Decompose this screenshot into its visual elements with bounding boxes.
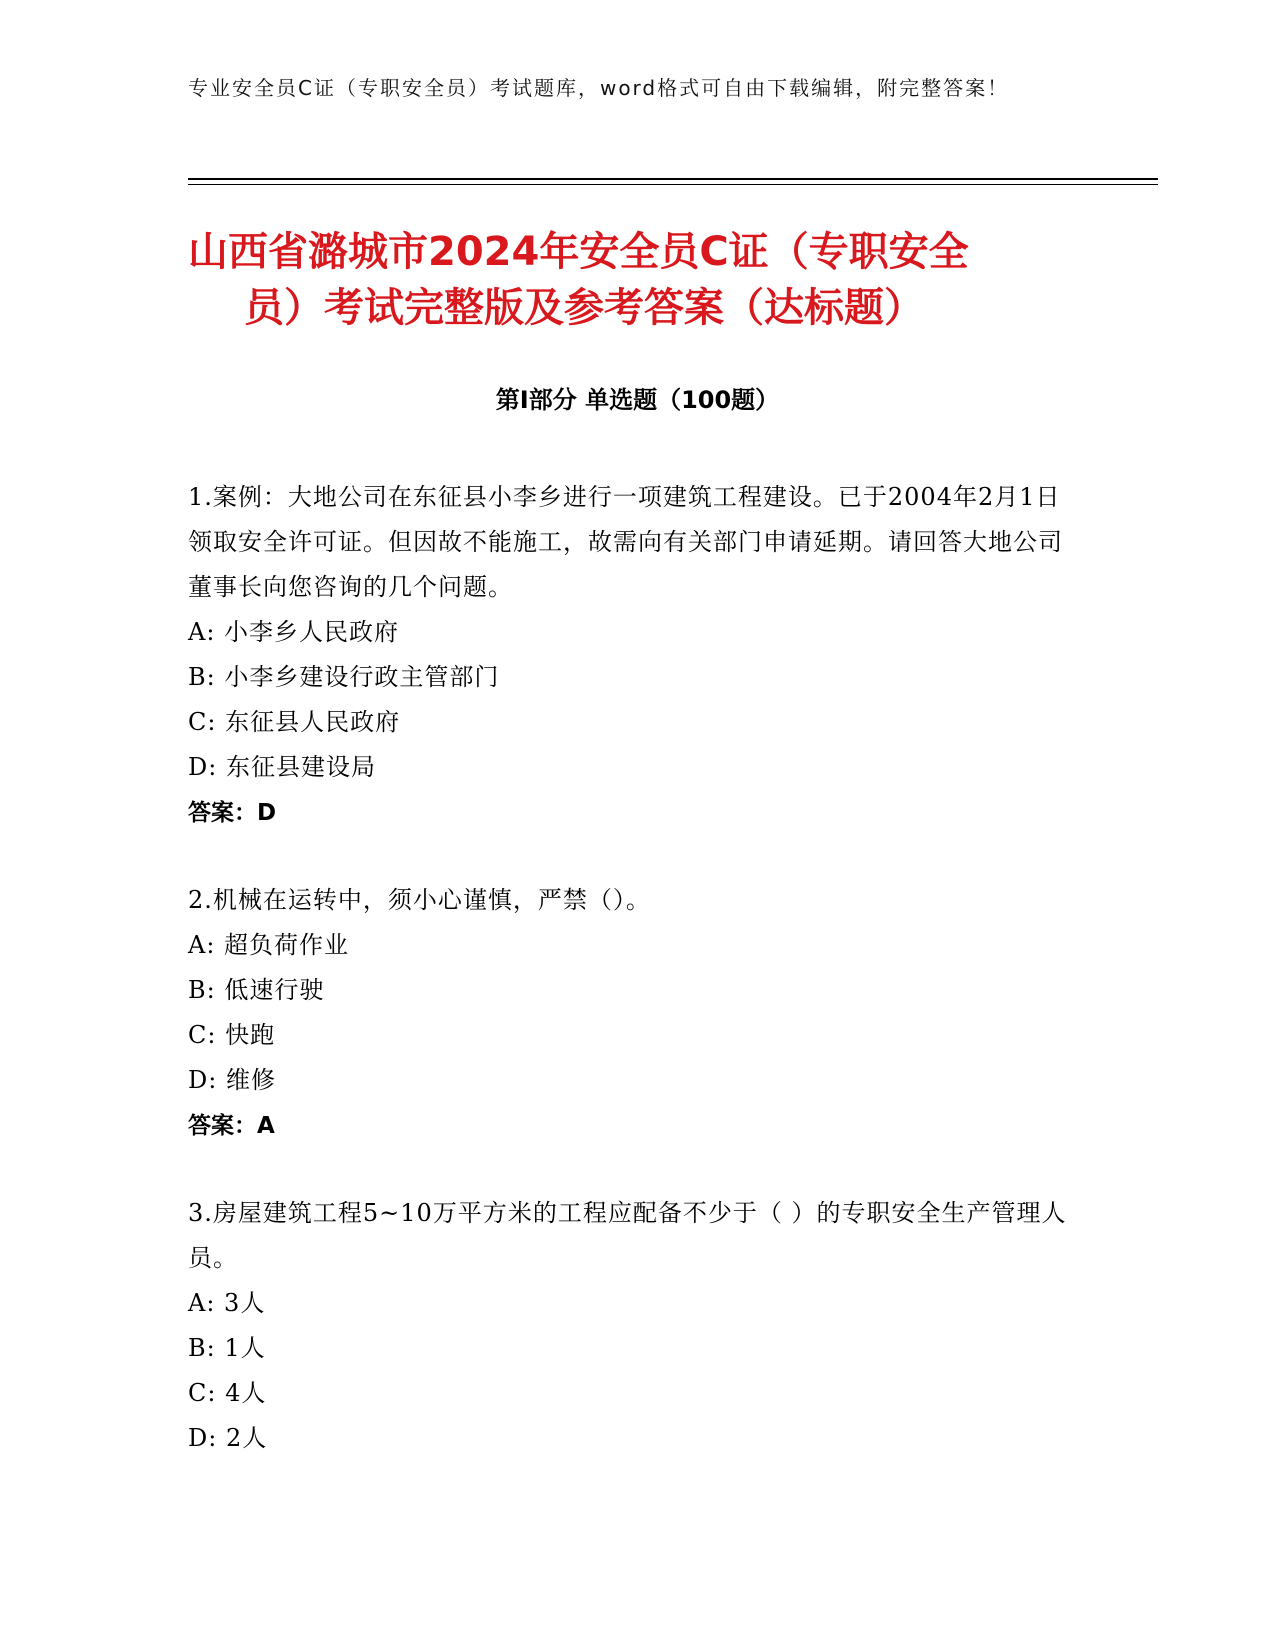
header-note: 专业安全员C证（专职安全员）考试题库，word格式可自由下载编辑，附完整答案！	[188, 76, 1010, 100]
option-a: A: 小李乡人民政府	[188, 618, 400, 646]
section-title: 第I部分 单选题（100题）	[495, 386, 780, 414]
header-rule-thick	[188, 178, 1158, 180]
question-3	[188, 1191, 1068, 1461]
option-b: B: 小李乡建设行政主管部门	[188, 663, 500, 691]
header-rule-thin	[188, 184, 1158, 185]
option-d: D: 2人	[188, 1424, 268, 1452]
document-title	[188, 224, 1088, 336]
question-list	[188, 475, 1068, 1503]
option-b: B: 低速行驶	[188, 976, 325, 1004]
question-2	[188, 878, 1068, 1149]
answer: 答案：A	[188, 1113, 275, 1139]
option-d: D: 维修	[188, 1066, 276, 1094]
title-line-1: 山西省潞城市2024年安全员C证（专职安全	[188, 229, 969, 275]
option-c: C: 4人	[188, 1379, 267, 1407]
title-line-2: 员）考试完整版及参考答案（达标题）	[244, 285, 924, 331]
option-a: A: 3人	[188, 1289, 266, 1317]
option-c: C: 东征县人民政府	[188, 708, 401, 736]
question-stem: 3.房屋建筑工程5~10万平方米的工程应配备不少于（ ）的专职安全生产管理人员。	[188, 1199, 1067, 1272]
question-stem: 2.机械在运转中，须小心谨慎，严禁（）。	[188, 886, 651, 914]
option-b: B: 1人	[188, 1334, 266, 1362]
option-a: A: 超负荷作业	[188, 931, 350, 959]
question-1	[188, 475, 1068, 836]
answer: 答案：D	[188, 800, 277, 826]
option-d: D: 东征县建设局	[188, 753, 376, 781]
option-c: C: 快跑	[188, 1021, 276, 1049]
question-stem: 1.案例：大地公司在东征县小李乡进行一项建筑工程建设。已于2004年2月1日领取安全许可证。但因故不能施工，故需向有关部门申请延期。请回答大地公司董事长向您咨询的几个问题。	[188, 483, 1063, 601]
